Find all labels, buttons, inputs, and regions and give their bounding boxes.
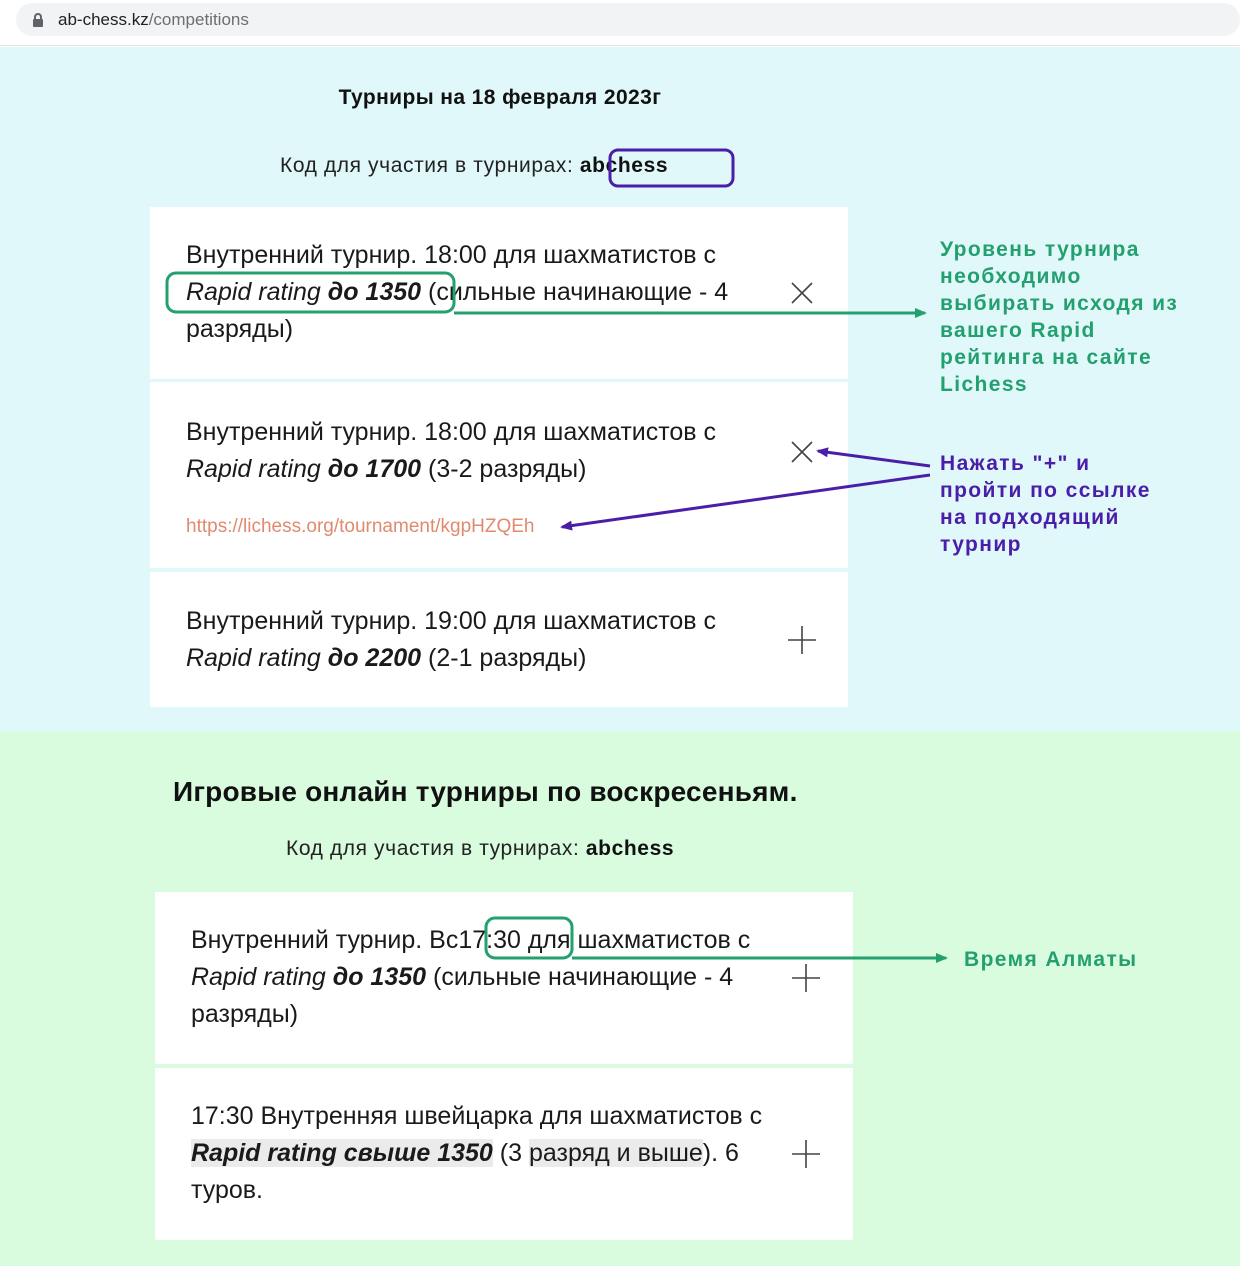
- card-text-part: (сильные начинающие - 4 разряды): [191, 963, 734, 1028]
- lock-icon: [30, 12, 46, 28]
- card-text-part: Внутренний турнир. 19:00 для шахматистов с: [186, 607, 717, 635]
- card-text-part: 17:30 Внутренняя швейцарка для шахматистов с: [191, 1102, 763, 1130]
- plus-icon[interactable]: [786, 624, 818, 656]
- card-text-part: (3: [492, 1139, 523, 1167]
- url-text: [58, 10, 249, 30]
- card-text-part: (сильные начинающие - 4 разряды): [186, 278, 729, 343]
- rating-limit: до 1700: [327, 455, 422, 483]
- card-text-part: Внутренний турнир. Вс: [191, 926, 459, 954]
- code-value: abchess: [585, 837, 675, 860]
- card-text-part: Внутренний турнир. 18:00 для шахматистов с: [186, 241, 717, 269]
- rating-label: Rapid rating: [186, 455, 321, 483]
- tournament-card[interactable]: [150, 572, 848, 707]
- code-label: Код для участия в турнирах:: [280, 154, 574, 177]
- tournament-time: 17:30: [458, 926, 521, 954]
- card-text-part: для шахматистов с: [520, 926, 751, 954]
- annotation-press: Нажать "+" и пройти по ссылке на подходящий турнир: [940, 452, 1151, 556]
- tournament-card[interactable]: [150, 207, 848, 379]
- plus-icon[interactable]: [790, 962, 822, 994]
- tournament-card[interactable]: [150, 382, 848, 568]
- plus-icon[interactable]: [790, 1138, 822, 1170]
- address-bar[interactable]: [16, 3, 1240, 36]
- card-description: [186, 414, 786, 488]
- rating-limit: до 1350: [332, 963, 427, 991]
- card-description: [191, 1098, 791, 1209]
- code-value: abchess: [579, 154, 669, 177]
- rating-label: Rapid rating: [191, 963, 326, 991]
- close-icon[interactable]: [786, 277, 818, 309]
- card-description: [186, 603, 786, 677]
- card-text-part: Внутренний турнир. 18:00 для шахматистов с: [186, 418, 717, 446]
- code-line: [286, 837, 674, 861]
- rating-label: Rapid rating: [186, 278, 321, 306]
- section-title: Турниры на 18 февраля 2023г: [338, 86, 662, 109]
- tournament-link[interactable]: https://lichess.org/tournament/kgpHZQEh: [186, 516, 535, 537]
- annotation-level: Уровень турнира необходимо выбирать исходя из вашего Rapid рейтинга на сайте Lichess: [940, 238, 1179, 396]
- rating-limit: Rapid rating свыше 1350: [191, 1139, 493, 1167]
- browser-toolbar: [0, 0, 1240, 46]
- tournament-card[interactable]: [155, 1068, 853, 1240]
- annotation-time: Время Алматы: [964, 948, 1138, 971]
- card-description: [186, 237, 786, 348]
- close-icon[interactable]: [786, 436, 818, 468]
- card-text-part: (3-2 разряды): [421, 455, 587, 483]
- rating-limit: до 2200: [327, 644, 422, 672]
- code-label: Код для участия в турнирах:: [286, 837, 580, 860]
- card-text-part: разряд и выше: [528, 1139, 703, 1167]
- section-title: Игровые онлайн турниры по воскресеньям.: [173, 776, 798, 807]
- card-text-part: ). 6 туров.: [191, 1139, 739, 1204]
- rating-label: Rapid rating: [186, 644, 321, 672]
- card-description: [191, 922, 791, 1033]
- url-host: ab-chess.kz: [58, 9, 149, 29]
- url-path: /competitions: [148, 9, 249, 29]
- code-line: [280, 154, 668, 178]
- rating-limit: до 1350: [327, 278, 422, 306]
- card-text-part: (2-1 разряды): [421, 644, 587, 672]
- tournament-card[interactable]: [155, 892, 853, 1064]
